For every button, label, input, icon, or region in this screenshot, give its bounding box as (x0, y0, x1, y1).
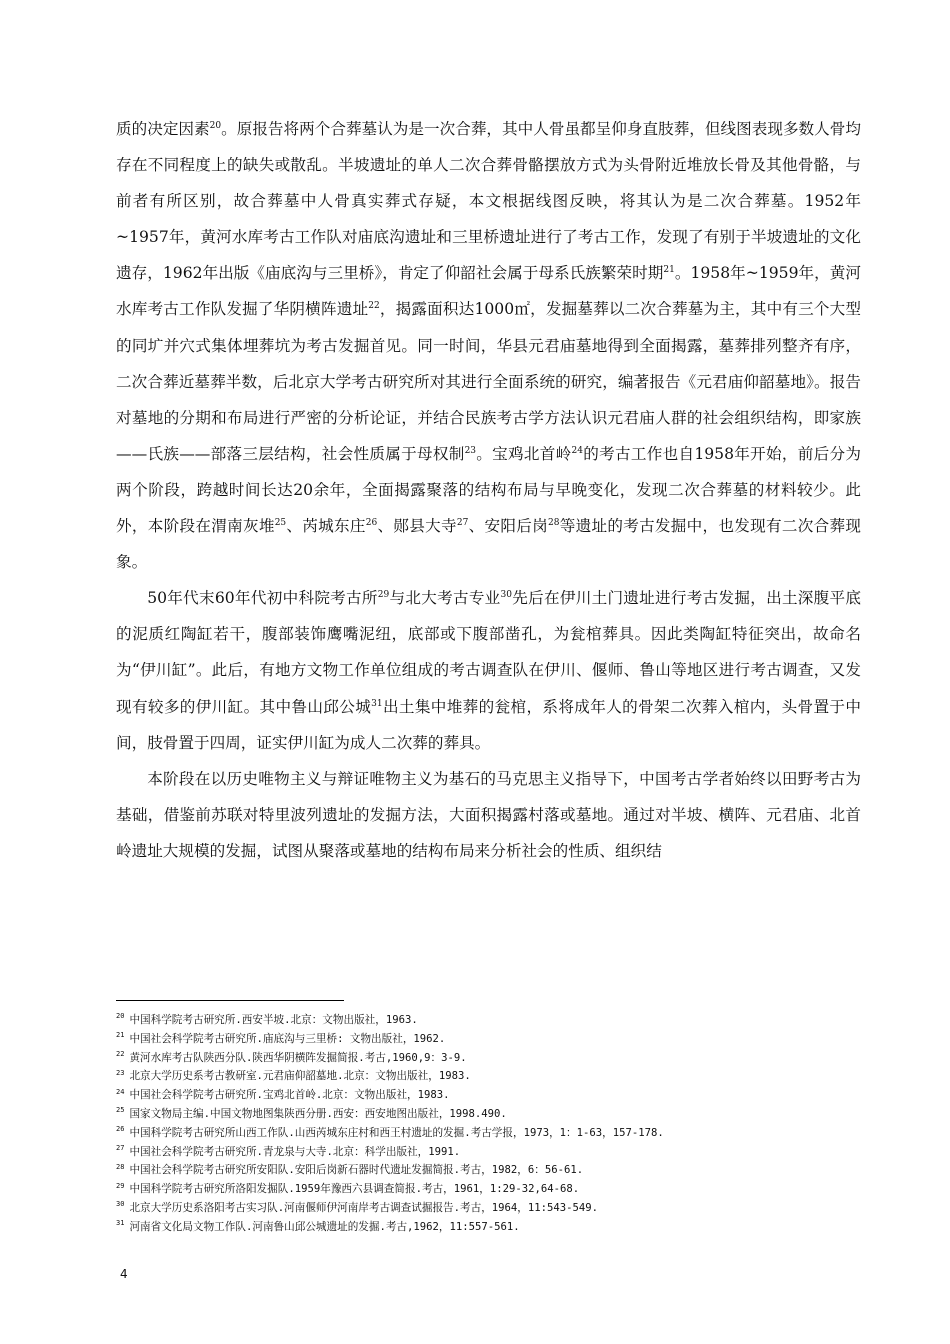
footnote-number: 22 (116, 1050, 125, 1059)
footnote-item (116, 1067, 876, 1086)
footnote-text: 中国社会科学院考古研究所.庙底沟与三里桥: 文物出版社，1962. (129, 1032, 446, 1045)
footnote-ref-25[interactable]: 25 (274, 517, 287, 528)
text-run: 等遗址的考古发掘中，也发现有二次合葬现象。 (116, 517, 861, 572)
paragraph-3: 本阶段在以历史唯物主义与辩证唯物主义为基石的马克思主义指导下，中国考古学者始终以田野考古为基础，借鉴前苏联对特里波列遗址的发掘方法，大面积揭露村落或墓地。通过对半坡、横阵、元君庙、北首岭遗址大规模的发掘，试图从聚落或墓地的结构布局来分析社会的性质、组织结 (116, 769, 861, 860)
text-run: 50年代末60年代初中科院考古所 (147, 589, 378, 608)
footnote-number: 30 (116, 1200, 125, 1209)
footnote-ref-23[interactable]: 23 (464, 445, 477, 456)
footnote-ref-31[interactable]: 31 (371, 698, 383, 709)
footnote-ref-20[interactable]: 20 (209, 120, 222, 131)
footnote-number: 21 (116, 1031, 125, 1040)
page-number: 4 (120, 1267, 128, 1281)
footnote-text: 中国科学院考古研究所.西安半坡.北京：文物出版社，1963. (129, 1014, 418, 1026)
footnote-number: 26 (116, 1125, 125, 1134)
text-run: 质的决定因素 (116, 120, 210, 138)
footnote-item (116, 1161, 876, 1180)
text-run: 。1958年~1959年，黄河水库考古工作队发掘了华阴横阵遗址 (116, 264, 861, 319)
footnote-number: 23 (116, 1068, 125, 1077)
footnote-item (116, 1105, 876, 1124)
footnote-item (116, 1011, 876, 1030)
footnote-number: 20 (116, 1012, 125, 1021)
footnote-item (116, 1049, 876, 1068)
footnote-number: 31 (116, 1219, 125, 1228)
footnote-separator (116, 1000, 344, 1001)
text-run: 。原报告将两个合葬墓认为是一次合葬，其中人骨虽都呈仰身直肢葬，但线图表现多数人骨均存在不同程度上的缺失或散乱。半坡遗址的单人二次合葬骨骼摆放方式为头骨附近堆放长骨及其他骨骼，与前者有所区别，故合葬墓中人骨真实葬式存疑，本文根据线图反映，将其认为是二次合葬墓。1952年~1957年，黄河水库考古工作队对庙底沟遗址和三里桥遗址进行了考古工作，发现了有别于半坡遗址的文化遗存，1962年出版《庙底沟与三里桥》，肯定了仰韶社会属于母系氏族繁荣时期 (116, 120, 861, 283)
footnote-ref-27[interactable]: 27 (456, 517, 469, 528)
footnote-number: 25 (116, 1106, 125, 1115)
footnote-text: 中国科学院考古研究所山西工作队.山西芮城东庄村和西王村遗址的发掘.考古学报，1973，1：1-63，157-178. (129, 1126, 664, 1139)
footnote-text: 中国社会科学院考古研究所安阳队.安阳后岗新石器时代遗址发掘简报.考古，1982，6：56-61. (129, 1164, 584, 1177)
footnote-text: 国家文物局主编.中国文物地图集陕西分册.西安：西安地图出版社，1998.490. (129, 1107, 507, 1120)
footnote-ref-24[interactable]: 24 (571, 445, 583, 456)
paragraph-2 (116, 580, 861, 760)
footnote-item (116, 1030, 876, 1049)
text-run: 先后在伊川土门遗址进行考古发掘，出土深腹平底的泥质红陶缸若干，腹部装饰鹰嘴泥纽，底部或下腹部凿孔，为瓮棺葬具。因此类陶缸特征突出，故命名为“伊川缸”。此后，有地方文物工作单位组成的考古调查队在伊川、偃师、鲁山等地区进行考古调查，又发现有较多的伊川缸。其中鲁山邱公城 (116, 589, 861, 716)
footnote-text: 中国社会科学院考古研究所.青龙泉与大寺.北京：科学出版社，1991. (129, 1145, 461, 1158)
footnote-text: 北京大学历史系洛阳考古实习队.河南偃师伊河南岸考古调查试掘报告.考古，1964，11:543-549. (129, 1201, 599, 1214)
text-run: 出土集中堆葬的瓮棺，系将成年人的骨架二次葬入棺内，头骨置于中间，肢骨置于四周，证实伊川缸为成人二次葬的葬具。 (116, 697, 861, 752)
footnote-item (116, 1086, 876, 1105)
text-run: 的考古工作也自1958年开始，前后分为两个阶段，跨越时间长达20余年，全面揭露聚落的结构布局与早晚变化，发现二次合葬墓的材料较少。此外，本阶段在渭南灰堆 (116, 444, 861, 536)
footnote-ref-22[interactable]: 22 (368, 301, 380, 312)
text-run: 。宝鸡北首岭 (476, 444, 572, 463)
footnote-ref-21[interactable]: 21 (663, 265, 675, 276)
footnote-item (116, 1199, 876, 1218)
text-run: ，揭露面积达1000㎡，发掘墓葬以二次合葬墓为主，其中有三个大型的同圹并穴式集体埋葬坑为考古发掘首见。同一时间，华县元君庙墓地得到全面揭露，墓葬排列整齐有序，二次合葬近墓葬半数，后北京大学考古研究所对其进行全面系统的研究，编著报告《元君庙仰韶墓地》。报告对墓地的分期和布局进行严密的分析论证，并结合民族考古学方法认识元君庙人群的社会组织结构，即家族——氏族——部落三层结构，社会性质属于母权制 (116, 300, 861, 463)
footnote-item (116, 1180, 876, 1199)
text-run: 、郧县大寺 (377, 517, 457, 536)
footnote-ref-29[interactable]: 29 (377, 590, 390, 601)
text-run: 、芮城东庄 (286, 517, 366, 536)
footnote-list (116, 1011, 876, 1237)
footnote-number: 28 (116, 1162, 125, 1171)
footnote-item (116, 1143, 876, 1162)
footnote-ref-28[interactable]: 28 (547, 517, 560, 528)
paragraph-1 (116, 111, 861, 580)
footnote-number: 29 (116, 1181, 125, 1190)
footnote-text: 中国社会科学院考古研究所.宝鸡北首岭.北京：文物出版社，1983. (129, 1089, 450, 1102)
body-text (116, 111, 861, 869)
footnote-item (116, 1218, 876, 1237)
footnote-text: 中国科学院考古研究所洛阳发掘队.1959年豫西六县调查简报.考古，1961，1:29-32,64-68. (129, 1183, 580, 1196)
footnote-text: 北京大学历史系考古教研室.元君庙仰韶墓地.北京：文物出版社，1983. (129, 1070, 471, 1083)
footnote-number: 24 (116, 1087, 125, 1096)
footnote-text: 黄河水库考古队陕西分队.陕西华阴横阵发掘简报.考古,1960,9：3-9. (129, 1051, 467, 1064)
text-run: 与北大考古专业 (389, 589, 501, 608)
text-run: 、安阳后岗 (468, 517, 548, 536)
footnote-number: 27 (116, 1144, 125, 1153)
footnote-item (116, 1124, 876, 1143)
footnote-ref-30[interactable]: 30 (500, 590, 512, 601)
footnote-ref-26[interactable]: 26 (365, 517, 378, 528)
footnote-text: 河南省文化局文物工作队.河南鲁山邱公城遗址的发掘.考古,1962，11:557-561. (129, 1220, 520, 1233)
